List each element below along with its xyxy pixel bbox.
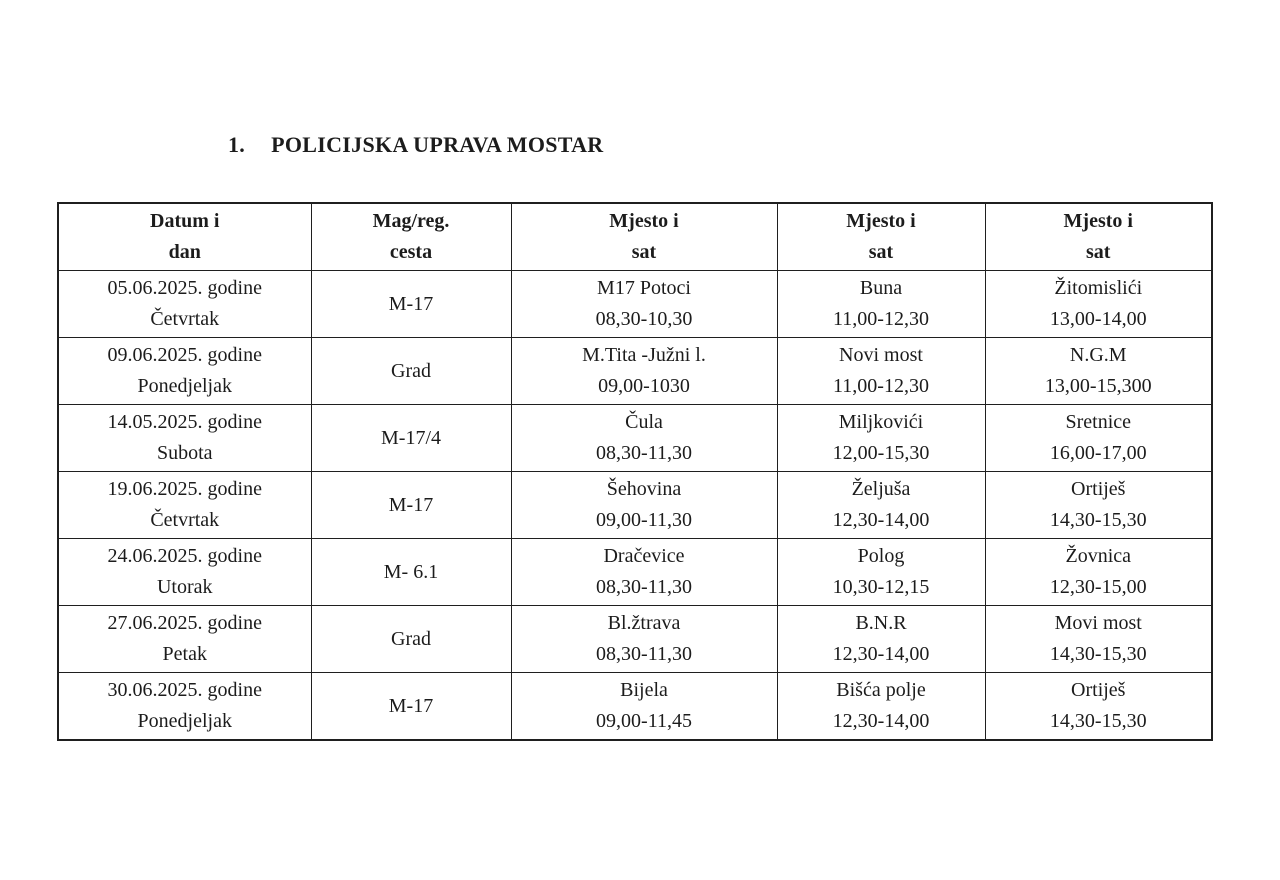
cell-stop-1: Čula 08,30-11,30 bbox=[511, 405, 777, 472]
cell-stop-2: Željuša 12,30-14,00 bbox=[777, 472, 985, 539]
table-body bbox=[58, 271, 1212, 741]
cell-road: M-17 bbox=[311, 271, 511, 338]
table-header bbox=[58, 203, 1212, 271]
header-row bbox=[58, 203, 1212, 271]
title-text: POLICIJSKA UPRAVA MOSTAR bbox=[271, 132, 604, 157]
header-place-1: Mjesto i sat bbox=[511, 203, 777, 271]
table-row bbox=[58, 539, 1212, 606]
cell-date: 09.06.2025. godine Ponedjeljak bbox=[58, 338, 311, 405]
cell-stop-1: Bl.žtrava 08,30-11,30 bbox=[511, 606, 777, 673]
cell-date: 24.06.2025. godine Utorak bbox=[58, 539, 311, 606]
cell-stop-2: Buna 11,00-12,30 bbox=[777, 271, 985, 338]
cell-date: 19.06.2025. godine Četvrtak bbox=[58, 472, 311, 539]
table-row bbox=[58, 271, 1212, 338]
cell-date: 30.06.2025. godine Ponedjeljak bbox=[58, 673, 311, 741]
cell-stop-1: M.Tita -Južni l. 09,00-1030 bbox=[511, 338, 777, 405]
cell-stop-3: N.G.M 13,00-15,300 bbox=[985, 338, 1212, 405]
table-row bbox=[58, 606, 1212, 673]
cell-stop-1: M17 Potoci 08,30-10,30 bbox=[511, 271, 777, 338]
header-place-3: Mjesto i sat bbox=[985, 203, 1212, 271]
cell-stop-3: Movi most 14,30-15,30 bbox=[985, 606, 1212, 673]
cell-stop-2: Miljkovići 12,00-15,30 bbox=[777, 405, 985, 472]
cell-date: 27.06.2025. godine Petak bbox=[58, 606, 311, 673]
cell-stop-1: Bijela 09,00-11,45 bbox=[511, 673, 777, 741]
cell-stop-2: Bišća polje 12,30-14,00 bbox=[777, 673, 985, 741]
header-place-2: Mjesto i sat bbox=[777, 203, 985, 271]
cell-road: M-17 bbox=[311, 472, 511, 539]
table-row bbox=[58, 338, 1212, 405]
header-road: Mag/reg. cesta bbox=[311, 203, 511, 271]
header-date: Datum i dan bbox=[58, 203, 311, 271]
cell-date: 14.05.2025. godine Subota bbox=[58, 405, 311, 472]
cell-stop-3: Ortiješ 14,30-15,30 bbox=[985, 673, 1212, 741]
cell-stop-3: Žovnica 12,30-15,00 bbox=[985, 539, 1212, 606]
cell-stop-3: Žitomislići 13,00-14,00 bbox=[985, 271, 1212, 338]
cell-stop-3: Sretnice 16,00-17,00 bbox=[985, 405, 1212, 472]
cell-stop-2: Polog 10,30-12,15 bbox=[777, 539, 985, 606]
cell-date: 05.06.2025. godine Četvrtak bbox=[58, 271, 311, 338]
cell-road: M-17 bbox=[311, 673, 511, 741]
table-row bbox=[58, 472, 1212, 539]
cell-road: Grad bbox=[311, 606, 511, 673]
table-row bbox=[58, 673, 1212, 741]
cell-stop-2: B.N.R 12,30-14,00 bbox=[777, 606, 985, 673]
cell-road: M- 6.1 bbox=[311, 539, 511, 606]
cell-stop-1: Dračevice 08,30-11,30 bbox=[511, 539, 777, 606]
page-title bbox=[228, 132, 604, 158]
title-number: 1. bbox=[228, 132, 246, 157]
cell-stop-3: Ortiješ 14,30-15,30 bbox=[985, 472, 1212, 539]
cell-road: Grad bbox=[311, 338, 511, 405]
cell-stop-1: Šehovina 09,00-11,30 bbox=[511, 472, 777, 539]
cell-road: M-17/4 bbox=[311, 405, 511, 472]
control-schedule-table bbox=[57, 202, 1213, 741]
cell-stop-2: Novi most 11,00-12,30 bbox=[777, 338, 985, 405]
table-row bbox=[58, 405, 1212, 472]
